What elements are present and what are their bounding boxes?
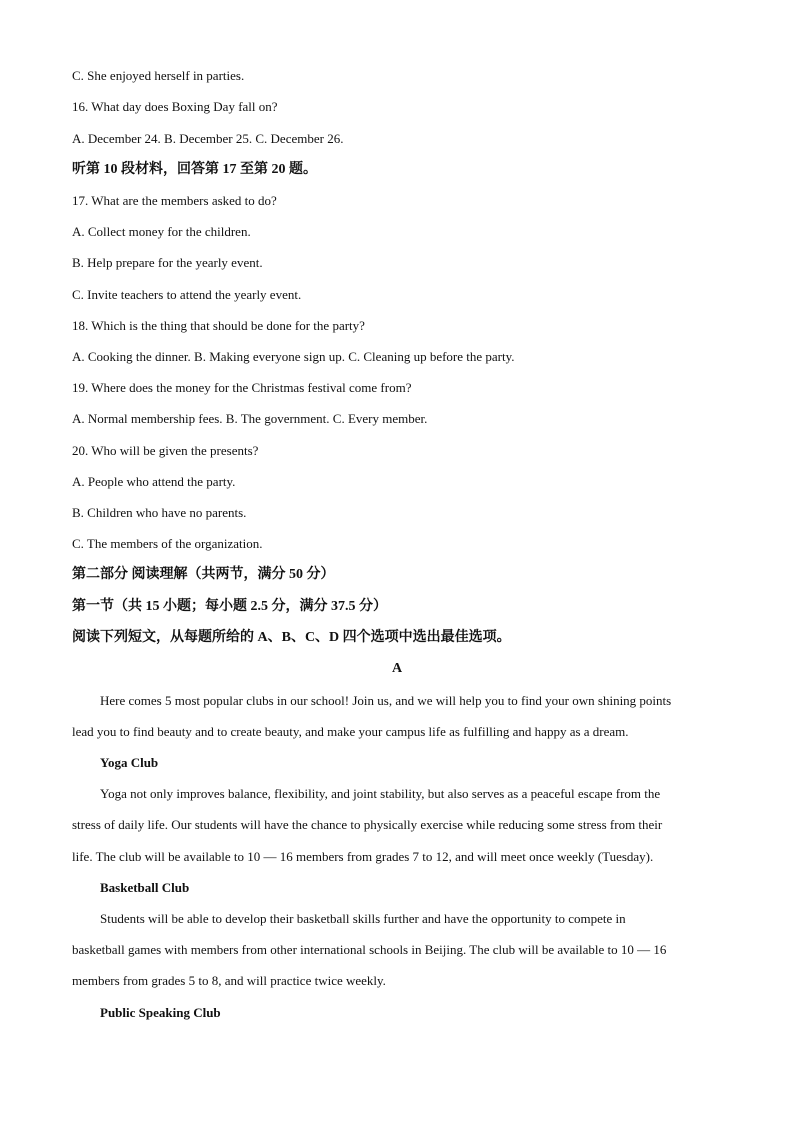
- club-heading-yoga: Yoga Club: [100, 755, 159, 770]
- answer-option: B. Children who have no parents.: [72, 505, 247, 520]
- reading-instruction: 阅读下列短文，从每题所给的 A、B、C、D 四个选项中选出最佳选项。: [72, 630, 511, 645]
- club-heading-public-speaking: Public Speaking Club: [100, 1005, 221, 1020]
- paragraph-line: lead you to find beauty and to create beauty, and make your campus life as fulfilling and happy as a dream.: [72, 724, 629, 739]
- answer-options-18: A. Cooking the dinner. B. Making everyone sign up. C. Cleaning up before the party.: [72, 349, 515, 364]
- question-16: 16. What day does Boxing Day fall on?: [72, 99, 278, 114]
- answer-option: C. The members of the organization.: [72, 536, 263, 551]
- passage-title: A: [391, 661, 403, 676]
- paragraph-line: Yoga not only improves balance, flexibility, and joint stability, but also serves as a peaceful escape from the: [100, 786, 661, 801]
- question-19: 19. Where does the money for the Christmas festival come from?: [72, 380, 412, 395]
- answer-options-19: A. Normal membership fees. B. The government. C. Every member.: [72, 411, 428, 426]
- answer-options-16: A. December 24. B. December 25. C. December 26.: [72, 131, 344, 146]
- paragraph-line: Students will be able to develop their basketball skills further and have the opportunity to compete in: [100, 911, 626, 926]
- question-18: 18. Which is the thing that should be done for the party?: [72, 318, 365, 333]
- answer-option: B. Help prepare for the yearly event.: [72, 255, 263, 270]
- answer-option: A. Collect money for the children.: [72, 224, 251, 239]
- section-instruction: 听第 10 段材料，回答第 17 至第 20 题。: [72, 162, 317, 177]
- part-heading: 第二部分 阅读理解（共两节，满分 50 分）: [72, 567, 335, 582]
- answer-option: C. Invite teachers to attend the yearly event.: [72, 287, 302, 302]
- paragraph-line: life. The club will be available to 10 — 16 members from grades 7 to 12, and will meet once weekly (Tuesday).: [72, 849, 654, 864]
- paragraph-line: basketball games with members from other international schools in Beijing. The club will be available to 10 — 16: [72, 942, 667, 957]
- paragraph-line: Here comes 5 most popular clubs in our school! Join us, and we will help you to find your own shining points: [100, 693, 672, 708]
- club-heading-basketball: Basketball Club: [100, 880, 190, 895]
- paragraph-line: stress of daily life. Our students will have the chance to physically exercise while reducing some stress from their: [72, 817, 663, 832]
- section-heading: 第一节（共 15 小题；每小题 2.5 分，满分 37.5 分）: [72, 599, 387, 614]
- question-17: 17. What are the members asked to do?: [72, 193, 277, 208]
- answer-option: A. People who attend the party.: [72, 474, 236, 489]
- answer-option: C. She enjoyed herself in parties.: [72, 68, 245, 83]
- question-20: 20. Who will be given the presents?: [72, 443, 259, 458]
- paragraph-line: members from grades 5 to 8, and will practice twice weekly.: [72, 973, 386, 988]
